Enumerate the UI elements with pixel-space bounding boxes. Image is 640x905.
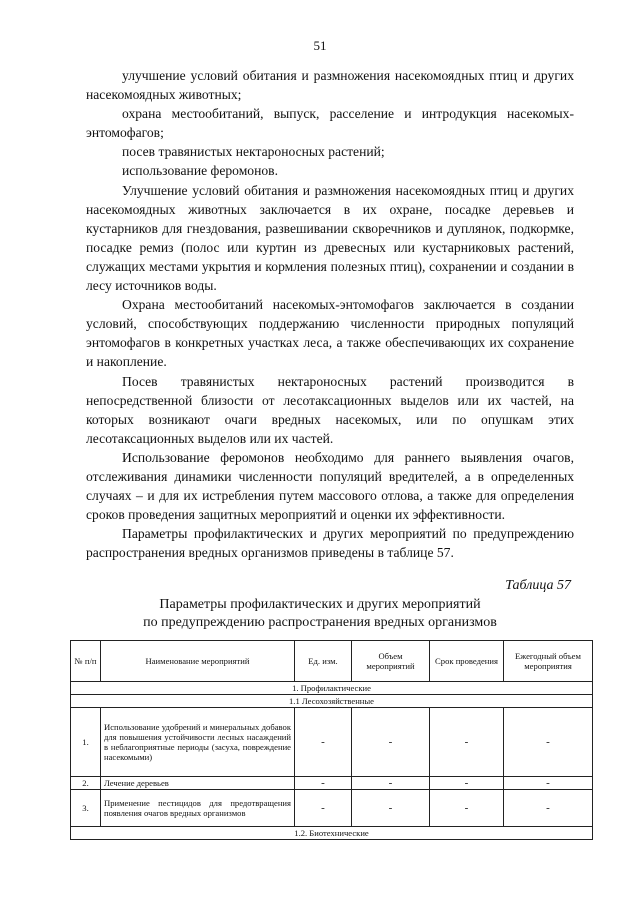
table-header-row <box>71 641 593 682</box>
row-volume: - <box>352 790 430 827</box>
page-number: 51 <box>313 38 327 53</box>
table-title-line-1: Параметры профилактических и других мероприятий <box>159 597 481 612</box>
header-volume: Объем мероприятий <box>352 641 430 682</box>
paragraph-entomophages-detail: Охрана местообитаний насекомых-энтомофагов заключается в создании условий, способствующих поддержанию численности природных популяций энтомофагов в конкретных участках леса, а также обеспечивающих их сохранение и накопление. <box>86 297 574 370</box>
header-num: № п/п <box>71 641 101 682</box>
table-row <box>71 777 593 790</box>
paragraph-sowing-detail: Посев травянистых нектароносных растений производится в непосредственной близости от лесотаксационных выделов или их частей, на которых возникают очаги вредных насекомых, или по опушкам этих лесотаксационных выделов или их частей. <box>86 373 574 446</box>
row-volume: - <box>352 777 430 790</box>
table-caption: Таблица 57 <box>505 578 571 593</box>
paragraph-pheromones-detail: Использование феромонов необходимо для раннего выявления очагов, отслеживания динамики численности популяций вредителей, а в определенных случаях – и для их истребления путем массового отлова, а также для определения сроков проведения защитных мероприятий и оценки их эффективности. <box>86 449 574 523</box>
row-num: 3. <box>71 790 101 827</box>
row-term: - <box>430 777 504 790</box>
subsection-forestry: 1.1 Лесохозяйственные <box>71 695 593 708</box>
row-annual: - <box>504 708 593 777</box>
parameters-table <box>70 640 593 840</box>
row-unit: - <box>295 777 352 790</box>
section-row <box>71 682 593 695</box>
section-prophylactic: 1. Профилактические <box>71 682 593 695</box>
paragraph-pheromones: использование феромонов. <box>122 163 278 179</box>
header-name: Наименование мероприятий <box>101 641 295 682</box>
table-title <box>0 596 640 632</box>
section-row <box>71 827 593 840</box>
paragraph-birds-conditions: улучшение условий обитания и размножения насекомоядных птиц и других насекомоядных животных; <box>86 68 574 103</box>
row-num: 2. <box>71 777 101 790</box>
header-unit: Ед. изм. <box>295 641 352 682</box>
paragraph-table-reference: Параметры профилактических и других мероприятий по предупреждению распространения вредных организмов приведены в таблице 57. <box>86 526 574 561</box>
body-text <box>86 66 574 562</box>
subsection-biotechnical: 1.2. Биотехнические <box>71 827 593 840</box>
row-term: - <box>430 790 504 827</box>
table-title-line-2: по предупреждению распространения вредных организмов <box>143 615 497 630</box>
row-term: - <box>430 708 504 777</box>
paragraph-birds-detail: Улучшение условий обитания и размножения насекомоядных птиц и других насекомоядных животных заключается в их охране, посадке деревьев и кустарников для гнездования, развешивании скворечников и дуплянок, подкормке, посадке ремиз (полос или куртин из древесных или кустарниковых растений, служащих местами укрытия и кормления полезных птиц), сохранении и создании в лесу источников воды. <box>86 182 574 294</box>
paragraph-sowing-plants: посев травянистых нектароносных растений; <box>122 144 385 160</box>
row-name: Использование удобрений и минеральных добавок для повышения устойчивости лесных насаждений в неблагоприятные периоды (засуха, повреждение насекомыми) <box>101 708 295 777</box>
row-annual: - <box>504 777 593 790</box>
table-row <box>71 790 593 827</box>
row-num: 1. <box>71 708 101 777</box>
section-row <box>71 695 593 708</box>
row-unit: - <box>295 708 352 777</box>
paragraph-habitat-protection: охрана местообитаний, выпуск, расселение и интродукция насекомых-энтомофагов; <box>86 106 574 141</box>
header-term: Срок проведения <box>430 641 504 682</box>
table-row <box>71 708 593 777</box>
header-annual: Ежегодный объем мероприятия <box>504 641 593 682</box>
row-unit: - <box>295 790 352 827</box>
row-name: Лечение деревьев <box>101 777 295 790</box>
row-name: Применение пестицидов для предотвращения появления очагов вредных организмов <box>101 790 295 827</box>
row-annual: - <box>504 790 593 827</box>
row-volume: - <box>352 708 430 777</box>
